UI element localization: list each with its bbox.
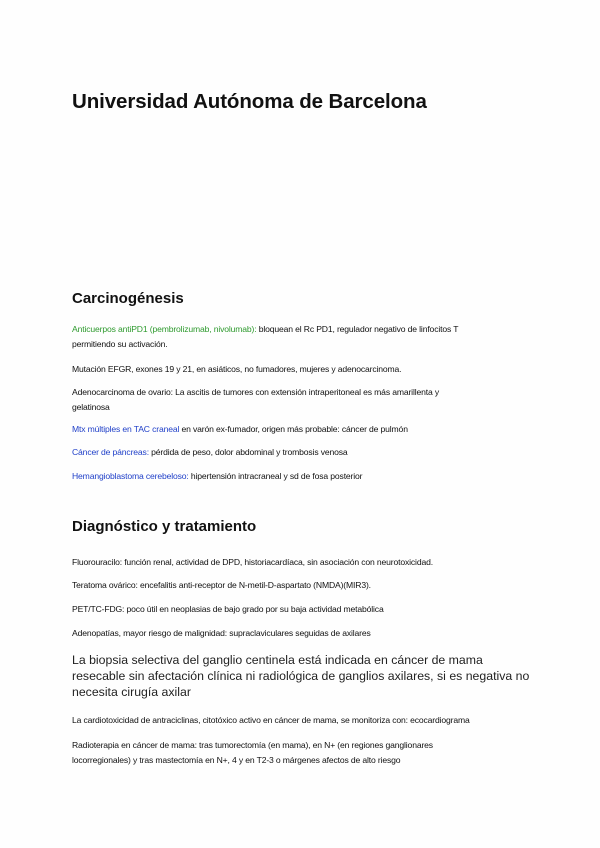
paragraph-egfr (72, 362, 532, 377)
highlight-blue-text: Cáncer de páncreas: (72, 447, 149, 457)
highlight-green-text: Anticuerpos antiPD1 (pembrolizumab, nivolumab): (72, 324, 257, 334)
paragraph-brain-metastases (72, 422, 532, 437)
section-heading-diagnostico: Diagnóstico y tratamiento (72, 518, 257, 535)
paragraph-line: resecable sin afectación clínica ni radiológica de ganglios axilares, si es negativa no (72, 669, 530, 683)
paragraph-pancreatic-cancer (72, 445, 532, 460)
paragraph-line: Adenopatías, mayor riesgo de malignidad: supraclaviculares seguidas de axilares (72, 628, 371, 638)
paragraph-text: hipertensión intracraneal y sd de fosa posterior (188, 471, 363, 481)
paragraph-line (72, 445, 532, 460)
paragraph-line: Mutación EFGR, exones 19 y 21, en asiáticos, no fumadores, mujeres y adenocarcinoma. (72, 364, 402, 374)
paragraph-line: La cardiotoxicidad de antraciclinas, citotóxico activo en cáncer de mama, se monitoriza con: ecocardiograma (72, 715, 470, 725)
paragraph-cardiotoxicity (72, 713, 532, 728)
highlight-blue-text: Mtx múltiples en TAC craneal (72, 424, 180, 434)
paragraph-ovarian-adenocarcinoma (72, 385, 532, 415)
paragraph-line: Teratoma ovárico: encefalitis anti-receptor de N-metil-D-aspartato (NMDA)(MIR3). (72, 580, 371, 590)
paragraph-hemangioblastoma (72, 469, 532, 484)
document-title: Universidad Autónoma de Barcelona (72, 90, 427, 113)
paragraph-line: necesita cirugía axilar (72, 685, 191, 699)
paragraph-line: Adenocarcinoma de ovario: La ascitis de tumores con extensión intraperitoneal es más amarillenta y (72, 387, 439, 397)
paragraph-radiotherapy (72, 738, 532, 768)
paragraph-text: pérdida de peso, dolor abdominal y trombosis venosa (148, 447, 348, 457)
paragraph-line: PET/TC-FDG: poco útil en neoplasias de bajo grado por su baja actividad metabólica (72, 604, 384, 614)
paragraph-line (72, 322, 532, 337)
paragraph-anti-pd1 (72, 322, 532, 352)
paragraph-ovarian-teratoma (72, 578, 532, 593)
paragraph-line: Radioterapia en cáncer de mama: tras tumorectomía (en mama), en N+ (en regiones ganglionares (72, 740, 433, 750)
paragraph-fluorouracil (72, 555, 532, 570)
section-heading-carcinogenesis: Carcinogénesis (72, 290, 184, 307)
paragraph-line: Fluorouracilo: función renal, actividad de DPD, historiacardíaca, sin asociación con neurotoxicidad. (72, 557, 433, 567)
paragraph-line: gelatinosa (72, 402, 110, 412)
paragraph-adenopathies (72, 626, 532, 641)
paragraph-pet-tc (72, 602, 532, 617)
paragraph-line: locorregionales) y tras mastectomía en N+, 4 y en T2-3 o márgenes afectos de alto riesgo (72, 755, 401, 765)
paragraph-sentinel-node-biopsy (72, 652, 542, 700)
paragraph-line (72, 422, 532, 437)
paragraph-text: en varón ex-fumador, origen más probable: cáncer de pulmón (179, 424, 408, 434)
paragraph-text: bloquean el Rc PD1, regulador negativo de linfocitos T (256, 324, 459, 334)
paragraph-line (72, 469, 532, 484)
highlight-blue-text: Hemangioblastoma cerebeloso: (72, 471, 189, 481)
paragraph-line: permitiendo su activación. (72, 339, 168, 349)
paragraph-line: La biopsia selectiva del ganglio centinela está indicada en cáncer de mama (72, 653, 483, 667)
